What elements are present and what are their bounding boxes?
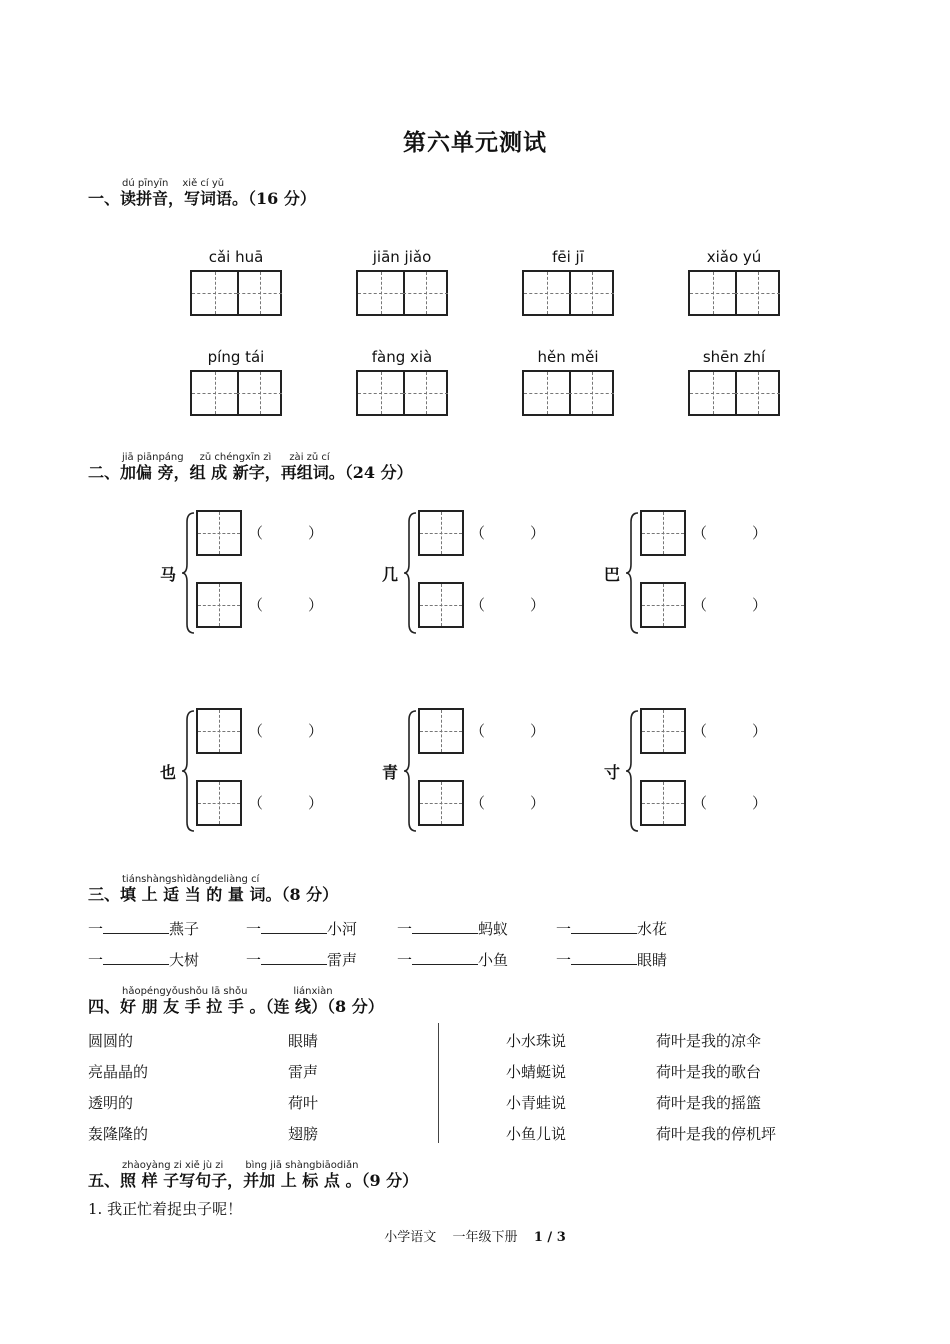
writing-box-pair[interactable] xyxy=(190,270,282,316)
footer-subject: 小学语文 xyxy=(384,1230,437,1245)
measure-word-item xyxy=(88,918,199,939)
match-right-speaker[interactable]: 小青蛙说 xyxy=(506,1094,567,1112)
writing-box[interactable] xyxy=(524,372,571,414)
new-character-box[interactable] xyxy=(640,708,686,754)
word-blank-open: （ xyxy=(470,722,486,740)
page-footer xyxy=(0,1226,950,1245)
word-blank-open: （ xyxy=(692,596,708,614)
match-right-speaker[interactable]: 小蜻蜓说 xyxy=(506,1063,567,1081)
guide-line xyxy=(215,372,216,414)
writing-box[interactable] xyxy=(403,272,448,314)
writing-box-pair[interactable] xyxy=(688,370,780,416)
writing-box[interactable] xyxy=(192,372,239,414)
guide-line xyxy=(592,372,593,414)
writing-box[interactable] xyxy=(735,272,780,314)
guide-line xyxy=(441,512,442,554)
example-sentence: 1. 我正忙着捉虫子呢！ xyxy=(88,1200,243,1218)
guide-line xyxy=(592,272,593,314)
word-blank-close: ） xyxy=(752,596,768,614)
base-character: 寸 xyxy=(604,763,621,782)
pinyin-label: fàng xià xyxy=(371,348,433,366)
pinyin-label: hěn měi xyxy=(537,348,599,366)
noun-label: 小鱼 xyxy=(478,951,509,969)
base-character: 马 xyxy=(160,565,177,584)
base-character: 青 xyxy=(382,763,399,782)
writing-box-pair[interactable] xyxy=(356,370,448,416)
measure-word-blank[interactable] xyxy=(261,950,327,965)
column-divider xyxy=(438,1023,439,1143)
word-blank-close: ） xyxy=(308,596,324,614)
guide-line xyxy=(426,372,427,414)
brace-icon xyxy=(182,512,196,634)
writing-box[interactable] xyxy=(192,272,239,314)
writing-box[interactable] xyxy=(358,272,405,314)
noun-label: 小河 xyxy=(327,920,358,938)
match-left-noun[interactable]: 眼睛 xyxy=(288,1032,319,1050)
measure-word-item xyxy=(556,949,667,970)
writing-box-pair[interactable] xyxy=(688,270,780,316)
section-4-heading xyxy=(88,994,384,1017)
noun-label: 眼睛 xyxy=(637,951,668,969)
match-right-phrase[interactable]: 荷叶是我的歌台 xyxy=(656,1063,762,1081)
guide-line xyxy=(441,782,442,824)
guide-line xyxy=(260,272,261,314)
pinyin-label: fēi jī xyxy=(552,248,584,266)
guide-line xyxy=(663,512,664,554)
number-one: 一 xyxy=(88,951,104,969)
footer-grade: 一年级下册 xyxy=(452,1230,518,1245)
base-character: 也 xyxy=(160,763,177,782)
section-score: （8 分） xyxy=(327,997,384,1016)
match-right-phrase[interactable]: 荷叶是我的凉伞 xyxy=(656,1032,762,1050)
measure-word-blank[interactable] xyxy=(103,919,169,934)
measure-word-item xyxy=(556,918,667,939)
brace-icon xyxy=(182,710,196,832)
new-character-box[interactable] xyxy=(196,510,242,556)
new-character-box[interactable] xyxy=(418,582,464,628)
measure-word-item xyxy=(397,949,508,970)
section-5-pinyin: zhàoyàng zi xiě jù zi bìng jiā shàngbiāodiǎn xyxy=(122,1160,359,1171)
word-blank-open: （ xyxy=(248,722,264,740)
word-blank-open: （ xyxy=(692,524,708,542)
word-blank-close: ） xyxy=(530,524,546,542)
guide-line xyxy=(260,372,261,414)
writing-box[interactable] xyxy=(524,272,571,314)
measure-word-blank[interactable] xyxy=(261,919,327,934)
number-one: 一 xyxy=(88,920,104,938)
word-blank-close: ） xyxy=(308,722,324,740)
section-5-heading xyxy=(88,1168,418,1191)
brace-icon xyxy=(404,710,418,832)
noun-label: 雷声 xyxy=(327,951,358,969)
section-instruction: 填 上 适 当 的 量 词。 xyxy=(120,885,282,904)
section-score: （8 分） xyxy=(281,885,339,904)
measure-word-item xyxy=(88,949,199,970)
guide-line xyxy=(713,372,714,414)
match-left-noun[interactable]: 雷声 xyxy=(288,1063,319,1081)
number-one: 一 xyxy=(556,920,572,938)
word-blank-close: ） xyxy=(752,794,768,812)
section-score: （16 分） xyxy=(248,189,316,208)
guide-line xyxy=(441,710,442,752)
number-one: 一 xyxy=(397,951,413,969)
section-2-pinyin: jiā piānpáng zǔ chéngxīn zì zài zǔ cí xyxy=(122,452,330,463)
writing-box-pair[interactable] xyxy=(190,370,282,416)
word-blank-close: ） xyxy=(752,524,768,542)
section-prefix: 二、 xyxy=(88,463,121,482)
section-2-heading xyxy=(88,460,413,483)
writing-box-pair[interactable] xyxy=(356,270,448,316)
page-title: 第六单元测试 xyxy=(403,129,547,156)
pinyin-label: shēn zhí xyxy=(702,348,766,366)
match-right-speaker[interactable]: 小水珠说 xyxy=(506,1032,567,1050)
word-blank-open: （ xyxy=(692,722,708,740)
word-blank-close: ） xyxy=(530,794,546,812)
measure-word-blank[interactable] xyxy=(103,950,169,965)
section-score: （24 分） xyxy=(344,463,413,482)
section-instruction: 加偏 旁，组 成 新字，再组词。 xyxy=(120,463,345,482)
writing-box-pair[interactable] xyxy=(522,270,614,316)
match-left-descriptor[interactable]: 透明的 xyxy=(88,1094,134,1112)
new-character-box[interactable] xyxy=(196,780,242,826)
word-blank-open: （ xyxy=(470,524,486,542)
match-left-noun[interactable]: 翅膀 xyxy=(288,1125,319,1143)
match-left-descriptor[interactable]: 轰隆隆的 xyxy=(88,1125,149,1143)
guide-line xyxy=(547,272,548,314)
section-1-pinyin: dú pīnyīn xiě cí yǔ xyxy=(122,178,225,189)
pinyin-label: xiǎo yú xyxy=(706,248,762,266)
measure-word-blank[interactable] xyxy=(412,919,478,934)
word-blank-close: ） xyxy=(752,722,768,740)
brace-icon xyxy=(626,512,640,634)
guide-line xyxy=(663,584,664,626)
word-blank-close: ） xyxy=(530,596,546,614)
guide-line xyxy=(215,272,216,314)
word-blank-close: ） xyxy=(308,524,324,542)
measure-word-blank[interactable] xyxy=(571,919,637,934)
guide-line xyxy=(426,272,427,314)
noun-label: 蚂蚁 xyxy=(478,920,509,938)
guide-line xyxy=(758,272,759,314)
word-blank-open: （ xyxy=(692,794,708,812)
new-character-box[interactable] xyxy=(418,780,464,826)
word-blank-open: （ xyxy=(248,596,264,614)
brace-icon xyxy=(626,710,640,832)
section-prefix: 三、 xyxy=(88,885,121,904)
writing-box[interactable] xyxy=(237,372,282,414)
word-blank-open: （ xyxy=(470,794,486,812)
new-character-box[interactable] xyxy=(196,708,242,754)
measure-word-item xyxy=(397,918,508,939)
new-character-box[interactable] xyxy=(640,582,686,628)
new-character-box[interactable] xyxy=(418,510,464,556)
writing-box[interactable] xyxy=(690,372,737,414)
pinyin-label: píng tái xyxy=(207,348,265,366)
section-instruction: 照 样 子写句子，并加 上 标 点 。 xyxy=(120,1171,362,1190)
word-blank-close: ） xyxy=(530,722,546,740)
match-left-descriptor[interactable]: 亮晶晶的 xyxy=(88,1063,149,1081)
noun-label: 大树 xyxy=(169,951,200,969)
section-instruction: 读拼音，写词语。 xyxy=(120,189,249,208)
measure-word-item xyxy=(246,918,357,939)
base-character: 巴 xyxy=(604,565,621,584)
section-1-heading xyxy=(88,186,316,209)
number-one: 一 xyxy=(246,920,262,938)
measure-word-blank[interactable] xyxy=(412,950,478,965)
section-instruction: 好 朋 友 手 拉 手 。（连 线） xyxy=(120,997,328,1016)
guide-line xyxy=(381,272,382,314)
guide-line xyxy=(219,512,220,554)
noun-label: 水花 xyxy=(637,920,668,938)
pinyin-label: cǎi huā xyxy=(208,248,264,266)
section-3-heading xyxy=(88,882,338,905)
guide-line xyxy=(219,710,220,752)
guide-line xyxy=(713,272,714,314)
writing-box[interactable] xyxy=(569,272,614,314)
writing-box[interactable] xyxy=(690,272,737,314)
section-prefix: 一、 xyxy=(88,189,121,208)
number-one: 一 xyxy=(246,951,262,969)
base-character: 几 xyxy=(382,565,399,584)
writing-box[interactable] xyxy=(358,372,405,414)
measure-word-blank[interactable] xyxy=(571,950,637,965)
new-character-box[interactable] xyxy=(418,708,464,754)
section-prefix: 五、 xyxy=(88,1171,121,1190)
new-character-box[interactable] xyxy=(196,582,242,628)
pinyin-label: jiān jiǎo xyxy=(372,248,432,266)
word-blank-open: （ xyxy=(248,524,264,542)
match-right-phrase[interactable]: 荷叶是我的摇篮 xyxy=(656,1094,762,1112)
writing-box[interactable] xyxy=(569,372,614,414)
new-character-box[interactable] xyxy=(640,510,686,556)
guide-line xyxy=(547,372,548,414)
number-one: 一 xyxy=(556,951,572,969)
match-right-phrase[interactable]: 荷叶是我的停机坪 xyxy=(656,1125,777,1143)
section-score: （9 分） xyxy=(361,1171,419,1190)
guide-line xyxy=(663,782,664,824)
word-blank-open: （ xyxy=(248,794,264,812)
number-one: 一 xyxy=(397,920,413,938)
writing-box[interactable] xyxy=(237,272,282,314)
writing-box[interactable] xyxy=(403,372,448,414)
guide-line xyxy=(758,372,759,414)
guide-line xyxy=(663,710,664,752)
match-left-descriptor[interactable]: 圆圆的 xyxy=(88,1032,134,1050)
word-blank-close: ） xyxy=(308,794,324,812)
section-4-pinyin: hǎopéngyǒushǒu lā shǒu liánxiàn xyxy=(122,986,333,997)
writing-box-pair[interactable] xyxy=(522,370,614,416)
noun-label: 燕子 xyxy=(169,920,200,938)
match-left-noun[interactable]: 荷叶 xyxy=(288,1094,319,1112)
writing-box[interactable] xyxy=(735,372,780,414)
section-3-pinyin: tiánshàngshìdàngdeliàng cí xyxy=(122,874,260,885)
word-blank-open: （ xyxy=(470,596,486,614)
new-character-box[interactable] xyxy=(640,780,686,826)
match-right-speaker[interactable]: 小鱼儿说 xyxy=(506,1125,567,1143)
footer-page-number: 1 / 3 xyxy=(533,1230,566,1245)
section-prefix: 四、 xyxy=(88,997,121,1016)
brace-icon xyxy=(404,512,418,634)
measure-word-item xyxy=(246,949,357,970)
guide-line xyxy=(441,584,442,626)
guide-line xyxy=(381,372,382,414)
guide-line xyxy=(219,782,220,824)
guide-line xyxy=(219,584,220,626)
